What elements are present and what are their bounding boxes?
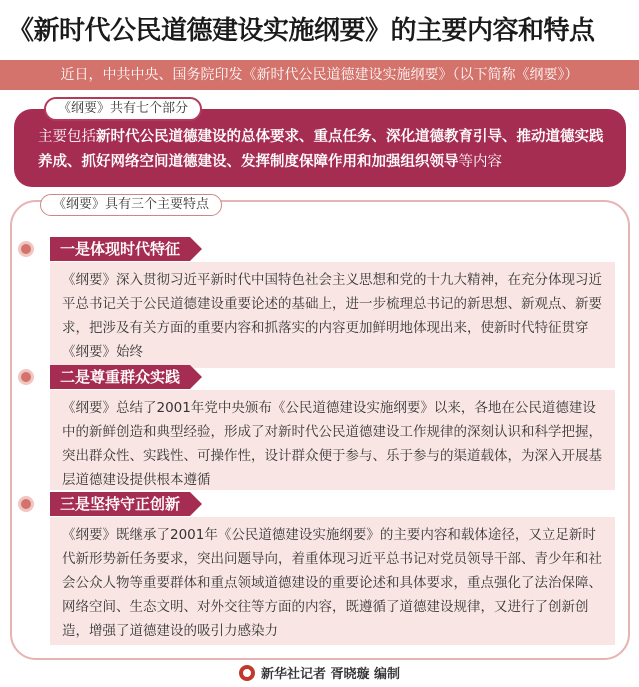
- feature-2-body: 《纲要》总结了2001年党中央颁布《公民道德建设实施纲要》以来，各地在公民道德建设中的新鲜创造和典型经验，形成了对新时代公民道德建设工作规律的深刻认识和科学把握，突出群众性、实践性、可操作性，设计群众便于参与、乐于参与的渠道载体，为深入开展基层道德建设提供根本遵循: [50, 390, 615, 490]
- seven-parts-label: 《纲要》共有七个部分: [44, 97, 202, 121]
- three-features-label: 《纲要》具有三个主要特点: [40, 194, 222, 216]
- page-title: 《新时代公民道德建设实施纲要》的主要内容和特点: [8, 16, 595, 46]
- credit-line: [0, 663, 639, 683]
- feature-2-title: 二是尊重群众实践: [50, 365, 190, 389]
- feature-3-bullet-icon: [18, 496, 34, 512]
- feature-1-bullet-icon: [18, 241, 34, 257]
- intro-banner: 近日，中共中央、国务院印发《新时代公民道德建设实施纲要》（以下简称《纲要》）: [0, 60, 639, 90]
- feature-3-body: 《纲要》既继承了2001年《公民道德建设实施纲要》的主要内容和载体途径，又立足新时代新形势新任务要求，突出问题导向，着重体现习近平总书记对党员领导干部、青少年和社会公众人物等重要群体和重点领域道德建设的重要论述和具体要求，重点强化了法治保障、网络空间、生态文明、对外交往等方面的内容，既遵循了道德建设规律，又进行了创新创造，增强了道德建设的吸引力感染力: [50, 517, 615, 645]
- feature-2-bullet-icon: [18, 369, 34, 385]
- seven-parts-items: 新时代公民道德建设的总体要求、重点任务、深化道德教育引导、推动道德实践养成、抓好网络空间道德建设、发挥制度保障作用和加强组织领导: [38, 129, 604, 170]
- seven-parts-lead: 主要包括: [38, 129, 96, 145]
- credit-text: 新华社记者 胥晓璇 编制: [260, 667, 401, 682]
- feature-1-body: 《纲要》深入贯彻习近平新时代中国特色社会主义思想和党的十九大精神，在充分体现习近平总书记关于公民道德建设重要论述的基础上，进一步梳理总书记的新思想、新观点、新要求，把涉及有关方面的重要内容和抓落实的内容更加鲜明地体现出来，使新时代特征贯穿《纲要》始终: [50, 262, 615, 368]
- feature-1-title: 一是体现时代特征: [50, 237, 190, 261]
- feature-3-title: 三是坚持守正创新: [50, 492, 190, 516]
- xinhua-logo-icon: [239, 665, 255, 681]
- seven-parts-section: [14, 97, 626, 190]
- seven-parts-tail: 等内容: [458, 154, 502, 170]
